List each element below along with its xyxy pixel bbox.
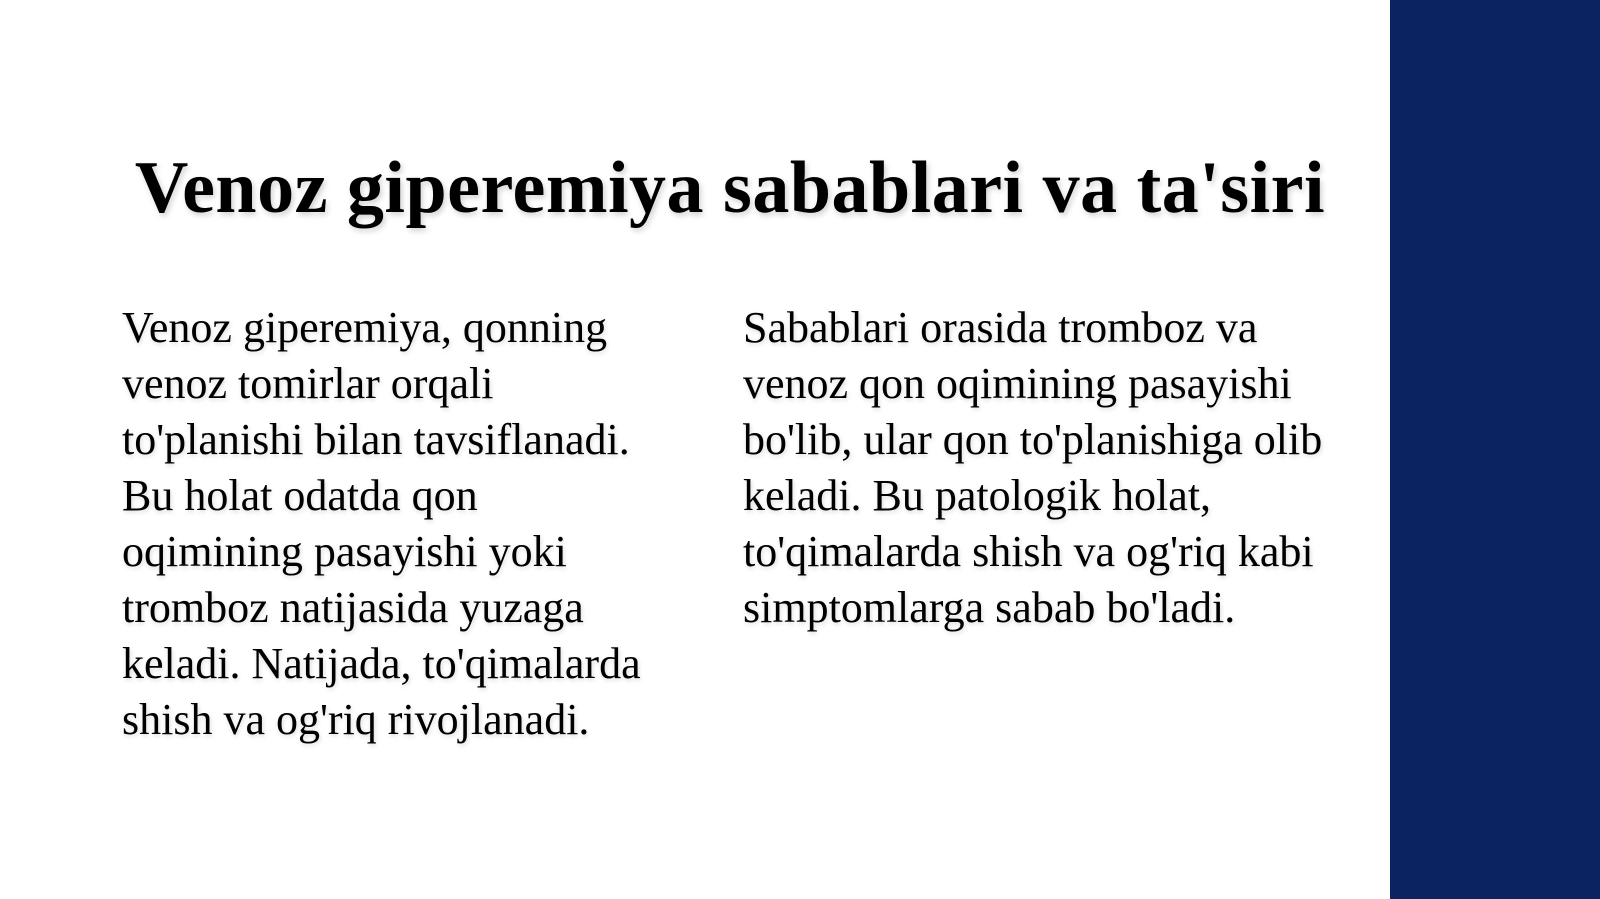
slide-title: Venoz giperemiya sabablari va ta'siri [134, 147, 1326, 229]
right-text-column: Sabablari orasida tromboz va venoz qon oqimining pasayishi bo'lib, ular qon to'planishiga olib keladi. Bu patologik holat, to'qimalarda shish va og'riq kabi simptomlarga sabab bo'ladi. [743, 303, 1323, 632]
decorative-side-band [1390, 0, 1600, 899]
left-text-column: Venoz giperemiya, qonning venoz tomirlar orqali to'planishi bilan tavsiflanadi. Bu holat odatda qon oqimining pasayishi yoki tromboz natijasida yuzaga keladi. Natijada, to'qimalarda shish va og'riq rivojlanadi. [122, 303, 641, 744]
